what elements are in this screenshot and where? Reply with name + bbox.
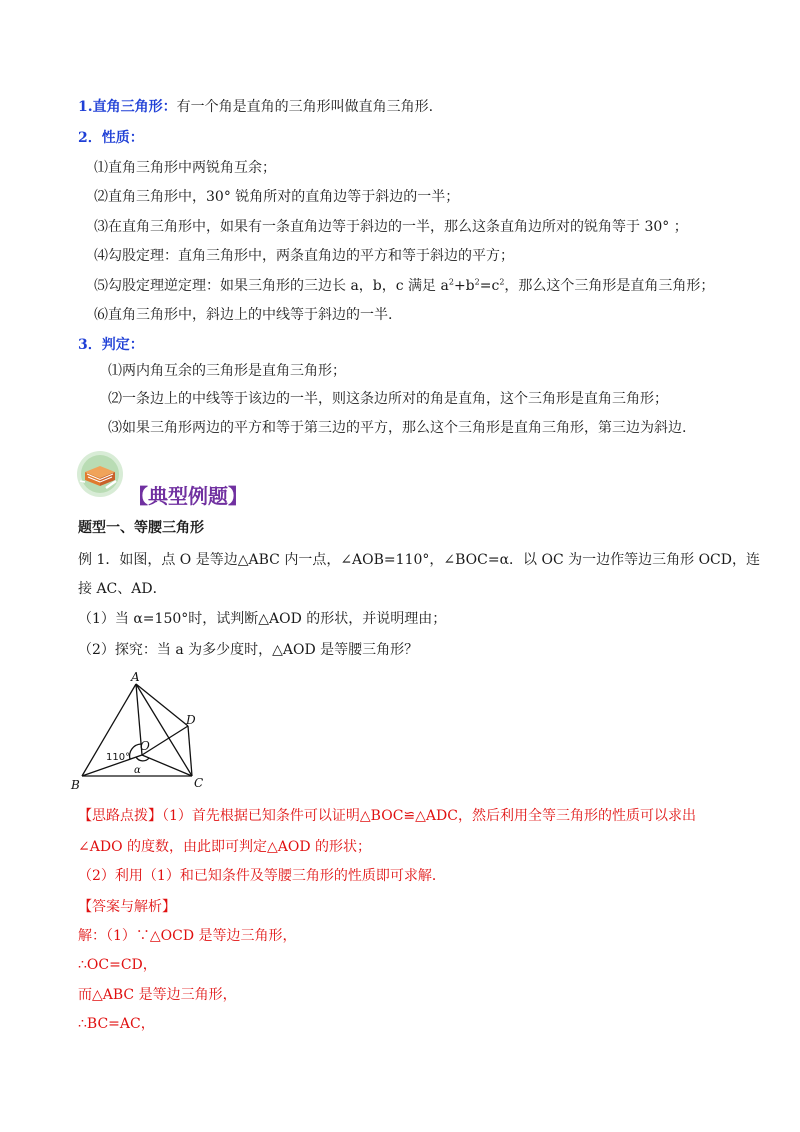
segment-dc [188,726,192,776]
geometry-figure [70,668,220,792]
answer-line: ∴BC=AC， [78,1016,155,1032]
banner-title: 【典型例题】 [128,484,248,508]
property-item: ⑶在直角三角形中，如果有一条直角边等于斜边的一半，那么这条直角边所对的锐角等于 30° ； [94,219,688,235]
hint-line: 【思路点拨】（1）首先根据已知条件可以证明△BOC≌△ADC，然后利用全等三角形的性质可以求出 [78,808,696,824]
judge-heading: 3．判定： [78,337,144,353]
hint-line: ∠ADO 的度数，由此即可判定△AOD 的形状； [78,839,372,855]
converse-mid: +b [453,278,475,294]
converse-sup: 2 [474,277,480,287]
label-alpha: α [134,765,141,776]
label-a: A [131,670,140,684]
label-o: O [140,739,150,753]
segment-ad [136,684,188,726]
answer-line: 解：（1）∵△OCD 是等边三角形， [78,928,297,944]
answer-line: ∴OC=CD， [78,957,157,973]
label-d: D [186,713,196,727]
label-c: C [194,776,204,790]
hint-line: （2）利用（1）和已知条件及等腰三角形的性质即可求解． [78,868,446,884]
converse-mid: =c [479,278,500,294]
converse-sup: 2 [499,277,505,287]
definition-term: 直角三角形： [92,99,177,115]
judge-item: ⑴两内角互余的三角形是直角三角形； [108,363,346,379]
example-question-2: （2）探究：当 a 为多少度时，△AOD 是等腰三角形？ [78,642,419,658]
properties-heading: 2．性质： [78,130,144,146]
example-line: 例 1．如图，点 O 是等边△ABC 内一点，∠AOB=110°，∠BOC=α．以 OC 为一边作等边三角形 OCD，连 [78,552,760,568]
converse-post: ，那么这个三角形是直角三角形； [504,278,715,294]
converse-sup: 2 [448,277,454,287]
label-b: B [71,778,80,792]
book-icon [76,450,124,498]
type-title: 题型一、等腰三角形 [78,520,204,536]
segment-oc [142,755,192,776]
answer-heading: 【答案与解析】 [78,899,176,915]
answer-line: 而△ABC 是等边三角形， [78,987,237,1003]
converse-pre: ⑸勾股定理逆定理：如果三角形的三边长 a，b，c 满足 a [94,278,449,294]
label-angle-110: 110° [106,752,131,763]
example-line: 接 AC、AD． [78,581,167,597]
property-item: ⑹直角三角形中，斜边上的中线等于斜边的一半. [94,307,393,323]
property-item-converse [94,276,714,296]
property-item: ⑵直角三角形中，30° 锐角所对的直角边等于斜边的一半； [94,189,460,205]
judge-item: ⑶如果三角形两边的平方和等于第三边的平方，那么这个三角形是直角三角形，第三边为斜边. [108,420,687,436]
property-item: ⑴直角三角形中两锐角互余； [94,160,276,176]
example-question-1: （1）当 α=150°时，试判断△AOD 的形状，并说明理由； [78,611,447,627]
definition-text: 有一个角是直角的三角形叫做直角三角形. [176,99,434,115]
segment-ac [136,684,192,776]
judge-item: ⑵一条边上的中线等于该边的一半，则这条边所对的角是直角，这个三角形是直角三角形； [108,391,668,407]
definition-line [78,97,433,117]
definition-number: 1. [78,99,93,115]
property-item: ⑷勾股定理：直角三角形中，两条直角边的平方和等于斜边的平方； [94,248,514,264]
